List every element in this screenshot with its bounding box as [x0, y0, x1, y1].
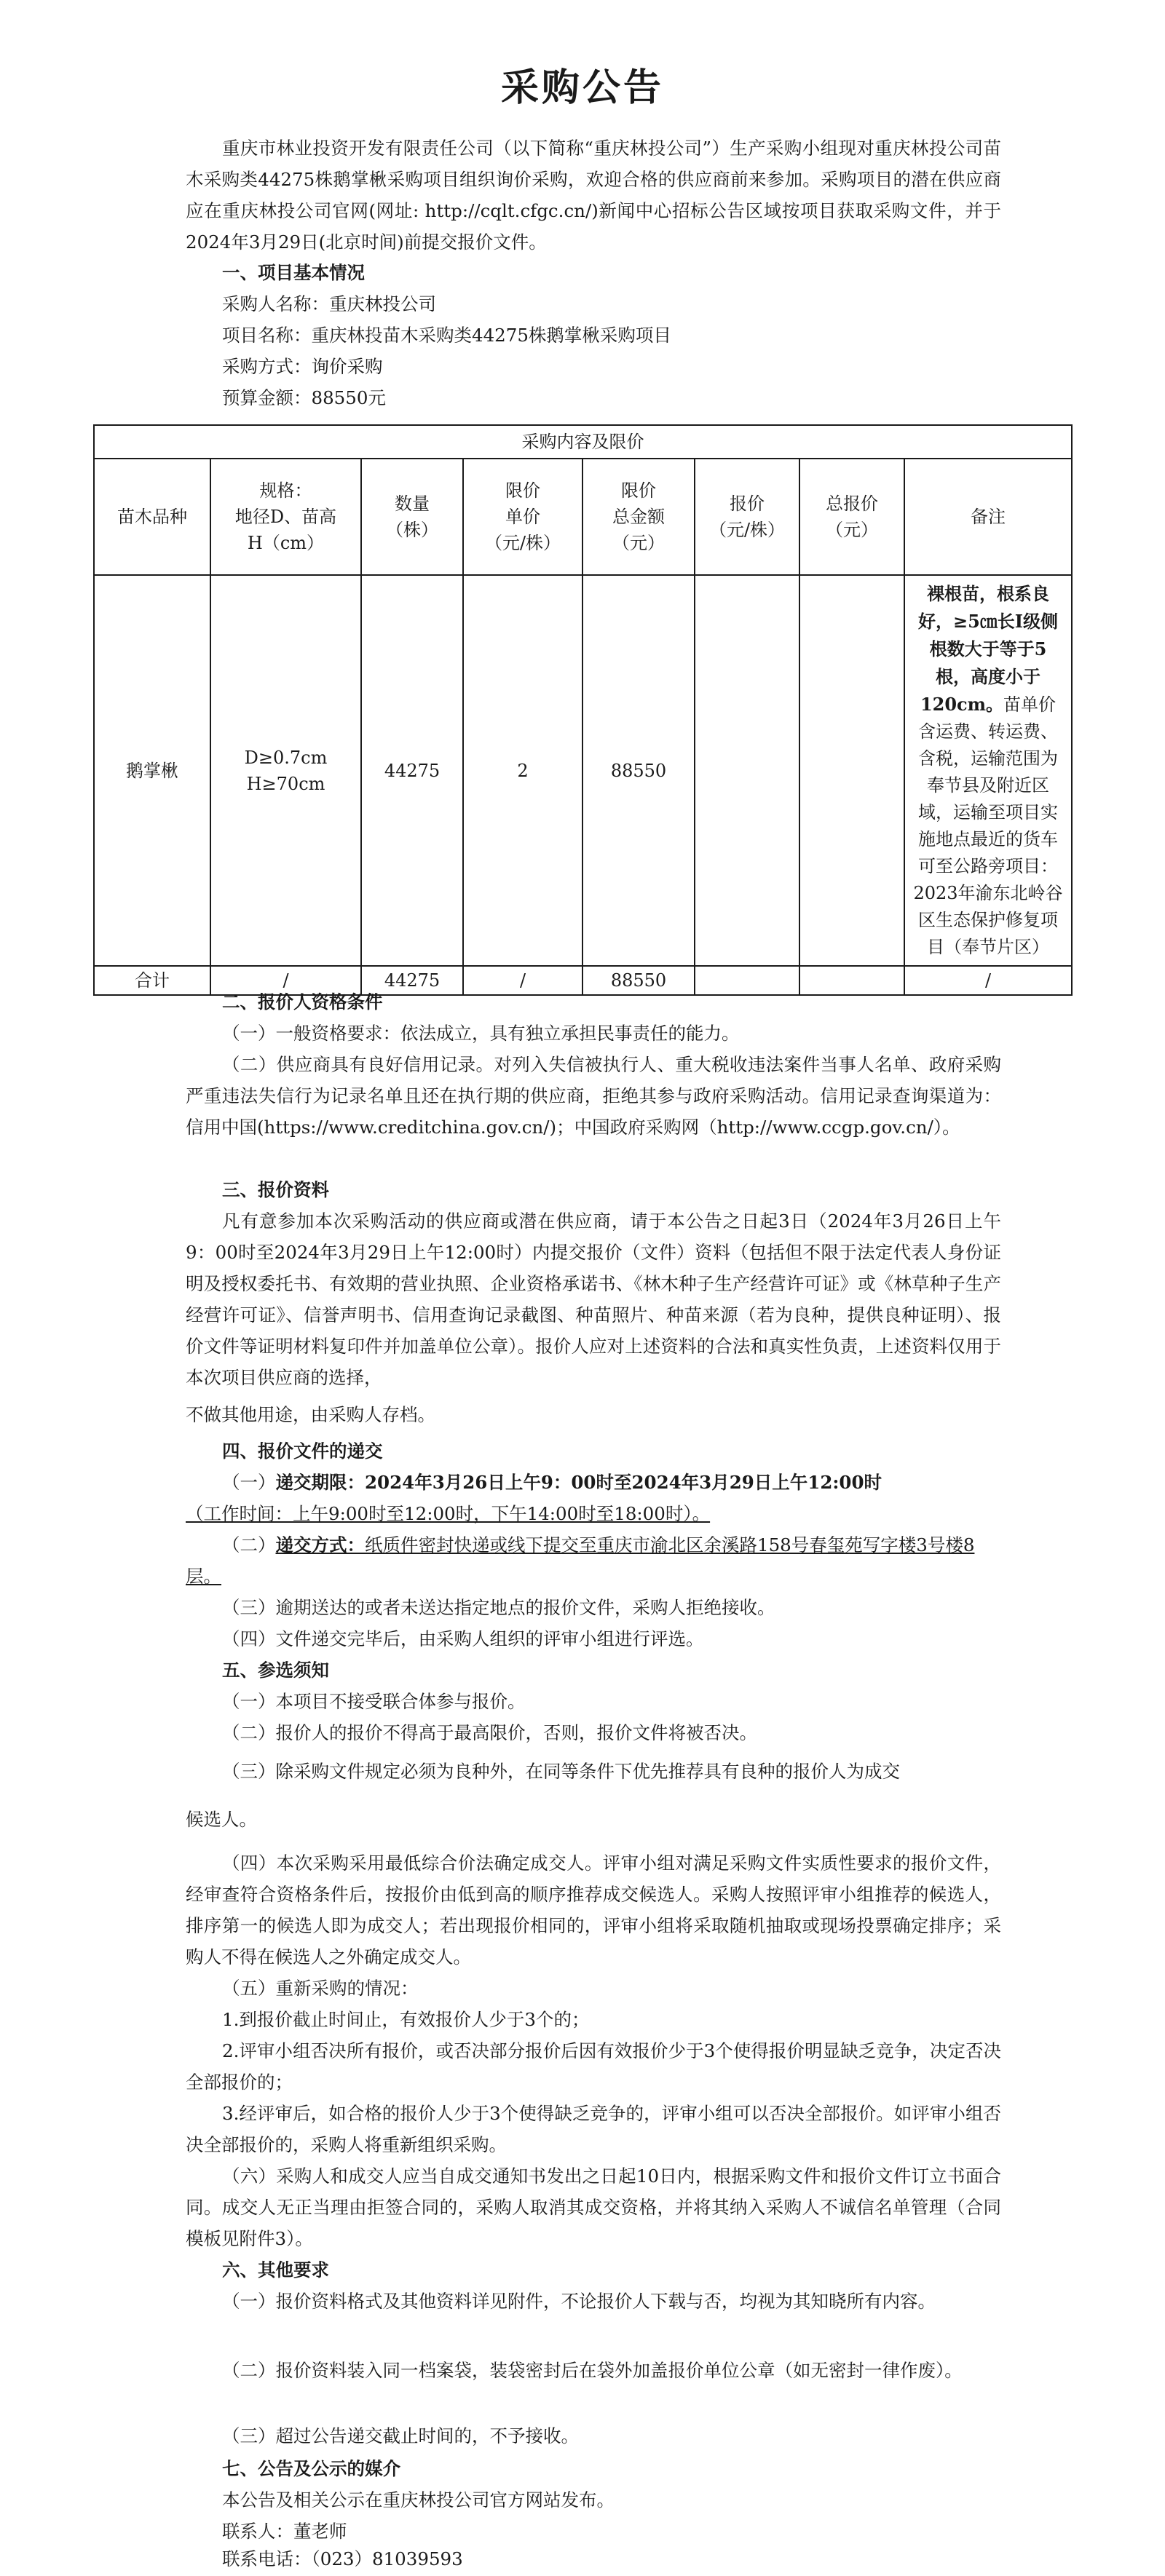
cell-quantity: 44275 — [361, 575, 463, 966]
intro-paragraph: 重庆市林业投资开发有限责任公司（以下简称“重庆林投公司”）生产采购小组现对重庆林投公司苗木采购类44275株鹅掌楸采购项目组织询价采购，欢迎合格的供应商前来参加。采购项目的潜在供应商应在重庆林投公司官网(网址: http://cqlt.cfgc.cn/)新闻中心招标公告区域按项目获取采购文件，并于 2024年3月29日(北京时间)前提交报价文件。 — [186, 138, 1001, 253]
submission-deadline: （一）递交期限：2024年3月26日上午9：00时至2024年3月29日上午12:00时 — [222, 1472, 882, 1493]
table-row — [94, 575, 1072, 966]
contact-phone: 联系电话：（023）81039593 — [222, 2548, 463, 2569]
summary-quote — [695, 966, 799, 995]
summary-remark: / — [904, 966, 1072, 995]
section5-p5: （五）重新采购的情况： — [222, 1978, 419, 1999]
header-species: 苗木品种 — [94, 459, 210, 575]
table-caption: 采购内容及限价 — [94, 425, 1072, 459]
cell-remark — [904, 575, 1072, 966]
section1-heading: 一、项目基本情况 — [222, 262, 365, 283]
section2-p2: （二）供应商具有良好信用记录。对列入失信被执行人、重大税收违法案件当事人名单、政府采购严重违法失信行为记录名单且还在执行期的供应商，拒绝其参与政府采购活动。信用记录查询渠道为：信用中国(https://www.creditchina.gov.cn/)；中国政府采购网（http://www.ccgp.gov.cn/）。 — [186, 1054, 1001, 1138]
section7-p1: 本公告及相关公示在重庆林投公司官方网站发布。 — [222, 2489, 615, 2510]
cell-total: 88550 — [582, 575, 695, 966]
header-total-quote: 总报价 （元） — [799, 459, 904, 575]
cell-quote — [695, 575, 799, 966]
summary-label: 合计 — [94, 966, 210, 995]
section4-p4: （四）文件递交完毕后，由采购人组织的评审小组进行评选。 — [222, 1628, 704, 1649]
cell-spec: D≥0.7cm H≥70cm — [210, 575, 361, 966]
section2-p1: （一）一般资格要求：依法成立，具有独立承担民事责任的能力。 — [222, 1023, 740, 1044]
contact-person: 联系人：董老师 — [222, 2521, 347, 2542]
budget-amount: 预算金额：88550元 — [222, 387, 386, 408]
cell-total-quote — [799, 575, 904, 966]
purchaser-name: 采购人名称：重庆林投公司 — [222, 293, 436, 314]
section5-p4: （四）本次采购采用最低综合价法确定成交人。评审小组对满足采购文件实质性要求的报价文件，经审查符合资格条件后，按报价由低到高的顺序推荐成交候选人。采购人按照评审小组推荐的候选人，排序第一的候选人即为成交人；若出现报价相同的，评审小组将采取随机抽取或现场投票确定排序；采购人不得在候选人之外确定成交人。 — [186, 1852, 1001, 1967]
section4-p3: （三）逾期送达的或者未送达指定地点的报价文件，采购人拒绝接收。 — [222, 1597, 775, 1618]
section6-p2: （二）报价资料装入同一档案袋，装袋密封后在袋外加盖报价单位公章（如无密封一律作废）。 — [222, 2360, 963, 2381]
cell-species: 鹅掌楸 — [94, 575, 210, 966]
section2-heading: 二、报价人资格条件 — [222, 991, 383, 1012]
summary-spec: / — [210, 966, 361, 995]
procurement-method: 采购方式：询价采购 — [222, 356, 383, 377]
header-total-limit: 限价 总金额 （元） — [582, 459, 695, 575]
section7-heading: 七、公告及公示的媒介 — [222, 2458, 400, 2479]
summary-total-quote — [799, 966, 904, 995]
working-hours: （工作时间：上午9:00时至12:00时，下午14:00时至18:00时）。 — [186, 1503, 711, 1524]
section3-p1: 凡有意参加本次采购活动的供应商或潜在供应商，请于本公告之日起3日（2024年3月26日上午9：00时至2024年3月29日上午12:00时）内提交报价（文件）资料（包括但不限于法定代表人身份证明及授权委托书、有效期的营业执照、企业资格承诺书、《林木种子生产经营许可证》或《林草种子生产经营许可证》、信誉声明书、信用查询记录截图、种苗照片、种苗来源（若为良种，提供良种证明）、报价文件等证明材料复印件并加盖单位公章）。报价人应对上述资料的合法和真实性负责，上述资料仅用于本次项目供应商的选择， — [186, 1210, 1001, 1388]
section3-heading: 三、报价资料 — [222, 1179, 329, 1200]
header-remark: 备注 — [904, 459, 1072, 575]
cell-unit-price: 2 — [463, 575, 582, 966]
section6-p1: （一）报价资料格式及其他资料详见附件，不论报价人下载与否，均视为其知晓所有内容。 — [222, 2291, 936, 2312]
remark-bold-text: 裸根苗，根系良好，≥5㎝长Ⅰ级侧根数大于等于5根，高度小于120cm。 — [917, 583, 1059, 715]
header-quote: 报价 （元/株） — [695, 459, 799, 575]
section6-heading: 六、其他要求 — [222, 2259, 329, 2280]
summary-total: 88550 — [582, 966, 695, 995]
section6-p3: （三）超过公告递交截止时间的，不予接收。 — [222, 2425, 579, 2446]
section5-p5-2: 2.评审小组否决所有报价，或否决部分报价后因有效报价少于3个使得报价明显缺乏竞争，决定否决全部报价的； — [186, 2040, 1001, 2093]
remark-text: 苗单价含运费、转运费、含税，运输范围为奉节县及附近区域，运输至项目实施地点最近的货车可至公路旁项目：2023年渝东北岭谷区生态保护修复项目（奉节片区） — [913, 694, 1063, 957]
section3-p1-tail: 不做其他用途，由采购人存档。 — [186, 1404, 435, 1425]
section4-heading: 四、报价文件的递交 — [222, 1440, 383, 1462]
submission-method: （二）递交方式：纸质件密封快递或线下提交至重庆市渝北区余溪路158号春玺苑写字楼3号楼8层。 — [186, 1534, 975, 1587]
section5-p6: （六）采购人和成交人应当自成交通知书发出之日起10日内，根据采购文件和报价文件订立书面合同。成交人无正当理由拒签合同的，采购人取消其成交资格，并将其纳入采购人不诚信名单管理（合同模板见附件3）。 — [186, 2165, 1001, 2249]
summary-quantity: 44275 — [361, 966, 463, 995]
project-name: 项目名称：重庆林投苗木采购类44275株鹅掌楸采购项目 — [222, 325, 671, 346]
header-unit-price: 限价 单价 （元/株） — [463, 459, 582, 575]
table-header-row — [94, 459, 1072, 575]
section5-p3: （三）除采购文件规定必须为良种外，在同等条件下优先推荐具有良种的报价人为成交 — [222, 1761, 900, 1782]
section5-p5-3: 3.经评审后，如合格的报价人少于3个使得缺乏竞争的，评审小组可以否决全部报价。如评审小组否决全部报价的，采购人将重新组织采购。 — [186, 2103, 1001, 2155]
section5-p3-tail: 候选人。 — [186, 1809, 257, 1830]
header-spec: 规格： 地径D、苗高 H（cm） — [210, 459, 361, 575]
header-quantity: 数量 （株） — [361, 459, 463, 575]
section5-p1: （一）本项目不接受联合体参与报价。 — [222, 1691, 526, 1712]
procurement-table — [93, 424, 1073, 996]
section5-p5-1: 1.到报价截止时间止，有效报价人少于3个的； — [222, 2009, 590, 2030]
page-title: 采购公告 — [500, 66, 664, 110]
section5-p2: （二）报价人的报价不得高于最高限价，否则，报价文件将被否决。 — [222, 1722, 757, 1743]
summary-unit-price: / — [463, 966, 582, 995]
section5-heading: 五、参选须知 — [222, 1660, 329, 1681]
